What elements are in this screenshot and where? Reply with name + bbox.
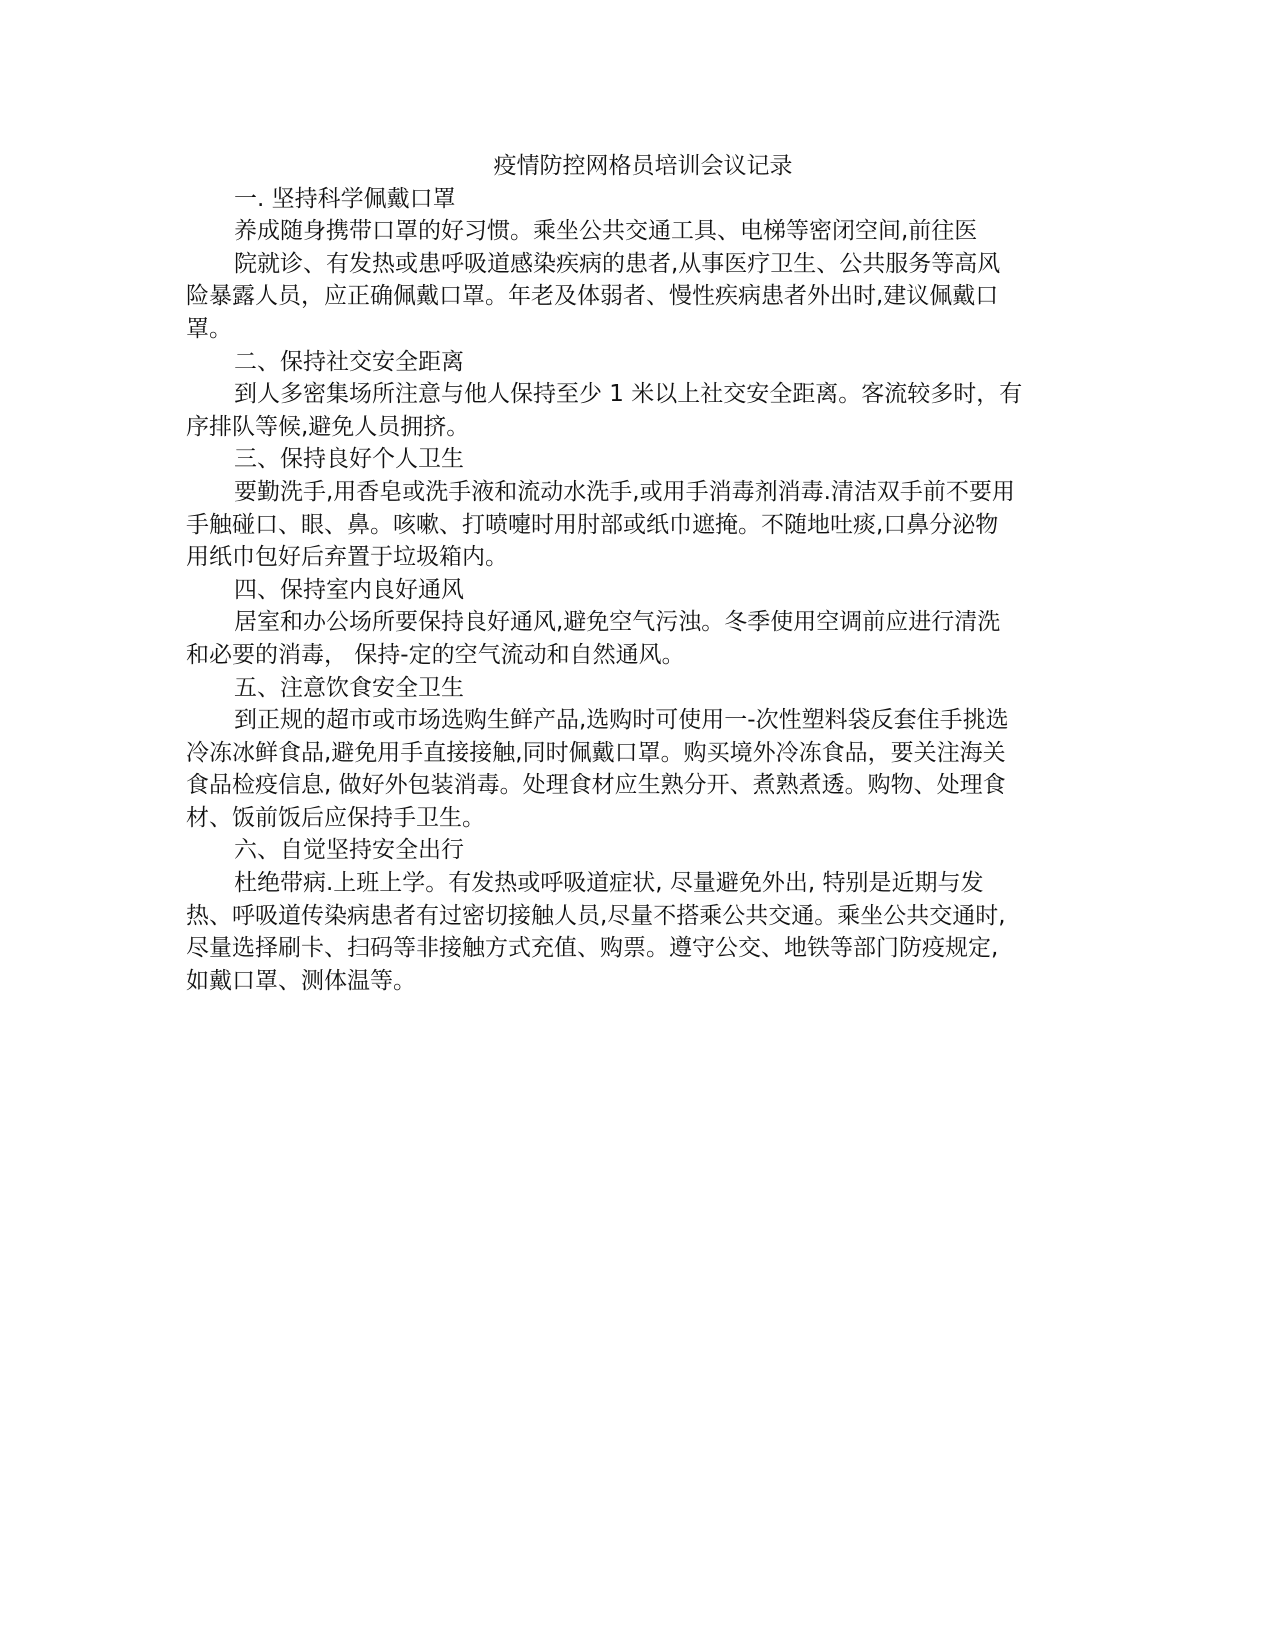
paragraph-line: 食品检疫信息, 做好外包装消毒。处理食材应生熟分开、煮熟煮透。购物、处理食 bbox=[186, 772, 1006, 799]
paragraph-line: 序排队等候,避免人员拥挤。 bbox=[186, 413, 470, 440]
paragraph-line: 如戴口罩、测体温等。 bbox=[186, 967, 416, 994]
section-heading: 六、自觉坚持安全出行 bbox=[234, 837, 464, 864]
paragraph-line: 到正规的超市或市场选购生鲜产品,选购时可使用一-次性塑料袋反套住手挑选 bbox=[234, 707, 1009, 734]
section-heading: 五、注意饮食安全卫生 bbox=[234, 674, 464, 701]
paragraph-line: 材、饭前饭后应保持手卫生。 bbox=[186, 804, 485, 831]
paragraph-line: 院就诊、有发热或患呼吸道感染疾病的患者,从事医疗卫生、公共服务等高风 bbox=[234, 250, 1001, 277]
paragraph-line: 和必要的消毒， 保持-定的空气流动和自然通风。 bbox=[186, 641, 685, 668]
paragraph-line: 尽量选择刷卡、扫码等非接触方式充值、购票。遵守公交、地铁等部门防疫规定, bbox=[186, 935, 999, 962]
section-heading: 二、保持社交安全距离 bbox=[234, 348, 464, 375]
document-body bbox=[186, 150, 1086, 997]
paragraph-line: 险暴露人员，应正确佩戴口罩。年老及体弱者、慢性疾病患者外出时,建议佩戴口 bbox=[186, 283, 999, 310]
paragraph-line: 杜绝带病.上班上学。有发热或呼吸道症状, 尽量避免外出, 特别是近期与发 bbox=[234, 870, 984, 897]
section-heading: 一. 坚持科学佩戴口罩 bbox=[234, 185, 456, 212]
paragraph-line: 手触碰口、眼、鼻。咳嗽、打喷嚏时用肘部或纸巾遮掩。不随地吐痰,口鼻分泌物 bbox=[186, 511, 999, 538]
section-heading: 三、保持良好个人卫生 bbox=[234, 446, 464, 473]
paragraph-line: 居室和办公场所要保持良好通风,避免空气污浊。冬季使用空调前应进行清洗 bbox=[234, 609, 1001, 636]
document-title: 疫情防控网格员培训会议记录 bbox=[493, 153, 793, 179]
paragraph-line: 冷冻冰鲜食品,避免用手直接接触,同时佩戴口罩。购买境外冷冻食品，要关注海关 bbox=[186, 739, 1006, 766]
paragraph-line: 要勤洗手,用香皂或洗手液和流动水洗手,或用手消毒剂消毒.清洁双手前不要用 bbox=[234, 478, 1015, 505]
paragraph-line: 用纸巾包好后弃置于垃圾箱内。 bbox=[186, 544, 508, 571]
section-heading: 四、保持室内良好通风 bbox=[234, 576, 464, 603]
paragraph-line: 罩。 bbox=[186, 315, 232, 342]
paragraph-line: 热、呼吸道传染病患者有过密切接触人员,尽量不搭乘公共交通。乘坐公共交通时, bbox=[186, 902, 1006, 929]
paragraph-line: 到人多密集场所注意与他人保持至少 1 米以上社交安全距离。客流较多时，有 bbox=[234, 381, 1023, 408]
paragraph-line: 养成随身携带口罩的好习惯。乘坐公共交通工具、电梯等密闭空间,前往医 bbox=[234, 218, 978, 245]
